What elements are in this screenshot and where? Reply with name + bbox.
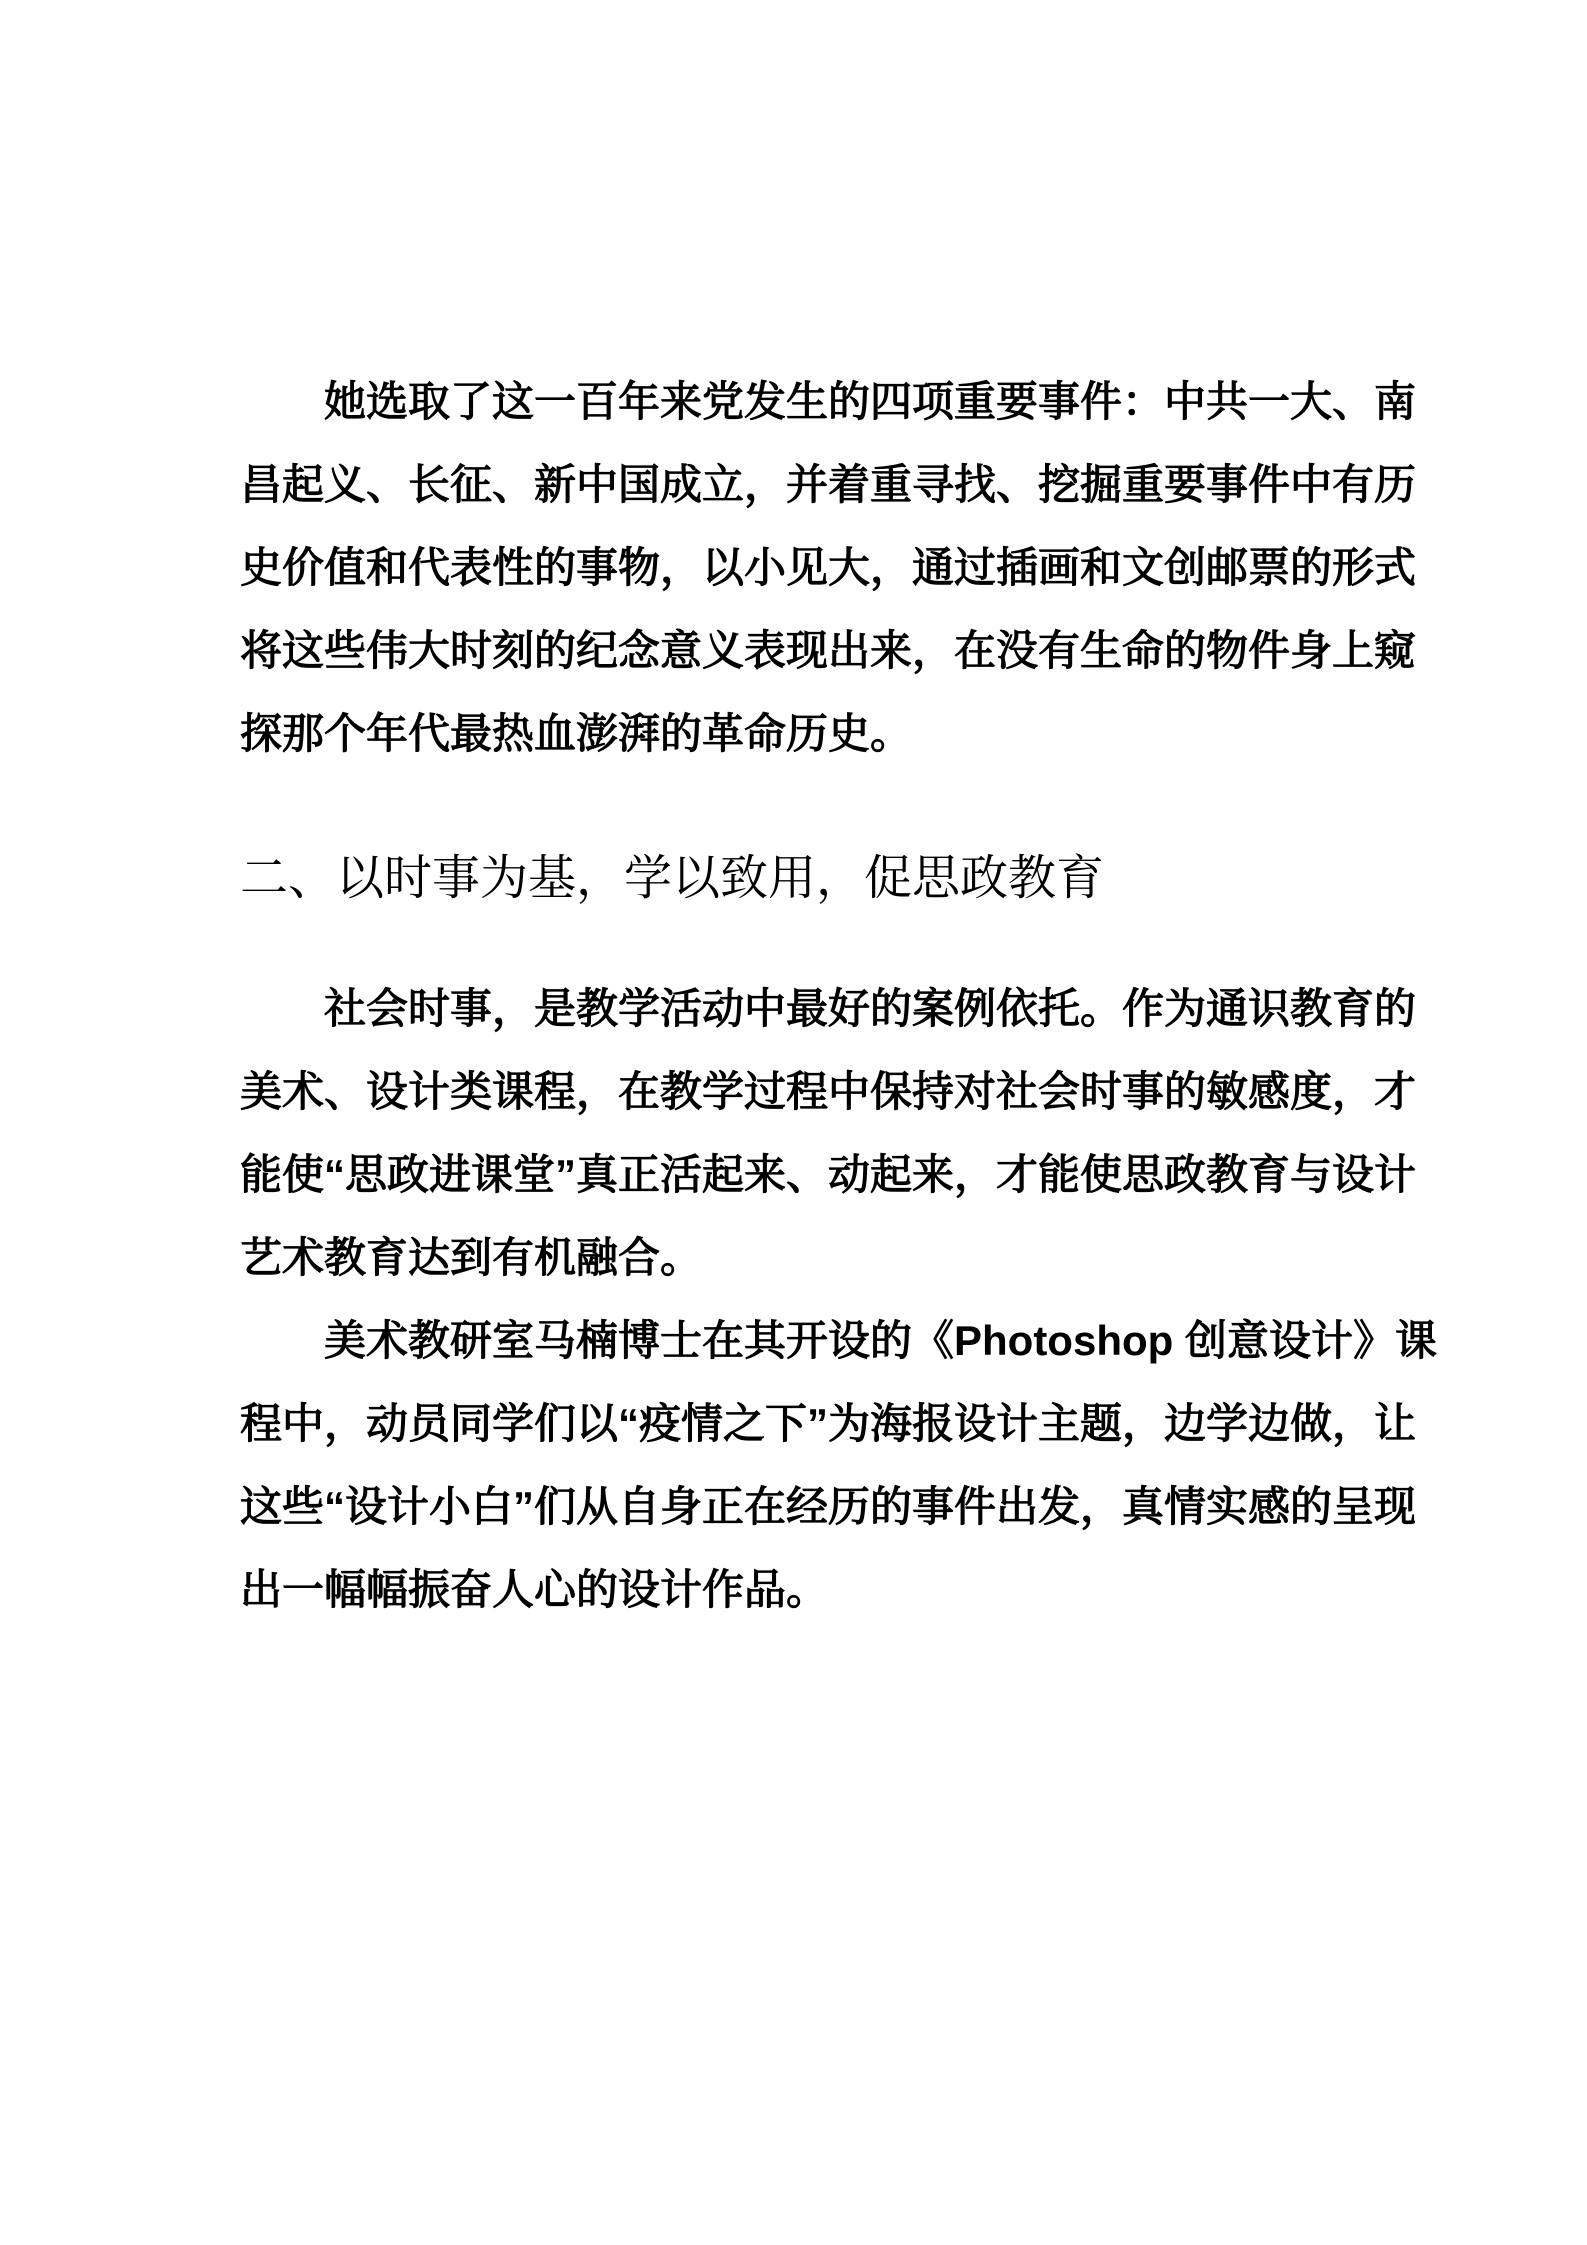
section-heading-2: 二、以时事为基，学以致用，促思政教育 (240, 852, 1105, 905)
page-content (240, 0, 1437, 1631)
paragraph-3-line-4: 出一幅幅振奋人心的设计作品。 (240, 1566, 829, 1613)
paragraph-3-line-1: 美术教研室马楠博士在其开设的《Photoshop 创意设计》课 (324, 1317, 1437, 1364)
paragraph-1 (240, 360, 1417, 775)
paragraph-1-line-2: 昌起义、长征、新中国成立，并着重寻找、挖掘重要事件中有历 (240, 461, 1417, 508)
paragraph-1-line-5: 探那个年代最热血澎湃的革命历史。 (240, 710, 913, 757)
paragraph-3-line-3: 这些“设计小白”们从自身正在经历的事件出发，真情实感的呈现 (240, 1483, 1417, 1530)
paragraph-3 (240, 1299, 1437, 1631)
paragraph-2-line-2: 美术、设计类课程，在教学过程中保持对社会时事的敏感度，才 (240, 1068, 1417, 1115)
paragraph-1-line-4: 将这些伟大时刻的纪念意义表现出来，在没有生命的物件身上窥 (240, 627, 1417, 674)
paragraph-1-line-1: 她选取了这一百年来党发生的四项重要事件：中共一大、南 (324, 378, 1417, 425)
paragraph-2-line-4: 艺术教育达到有机融合。 (240, 1234, 703, 1281)
paragraph-2-line-1: 社会时事，是教学活动中最好的案例依托。作为通识教育的 (324, 985, 1417, 1032)
paragraph-1-line-3: 史价值和代表性的事物，以小见大，通过插画和文创邮票的形式 (240, 544, 1417, 591)
paragraph-2-line-3: 能使“思政进课堂”真正活起来、动起来，才能使思政教育与设计 (240, 1151, 1417, 1198)
paragraph-3-line-2: 程中，动员同学们以“疫情之下”为海报设计主题，边学边做，让 (240, 1400, 1417, 1447)
paragraph-2 (240, 967, 1417, 1299)
